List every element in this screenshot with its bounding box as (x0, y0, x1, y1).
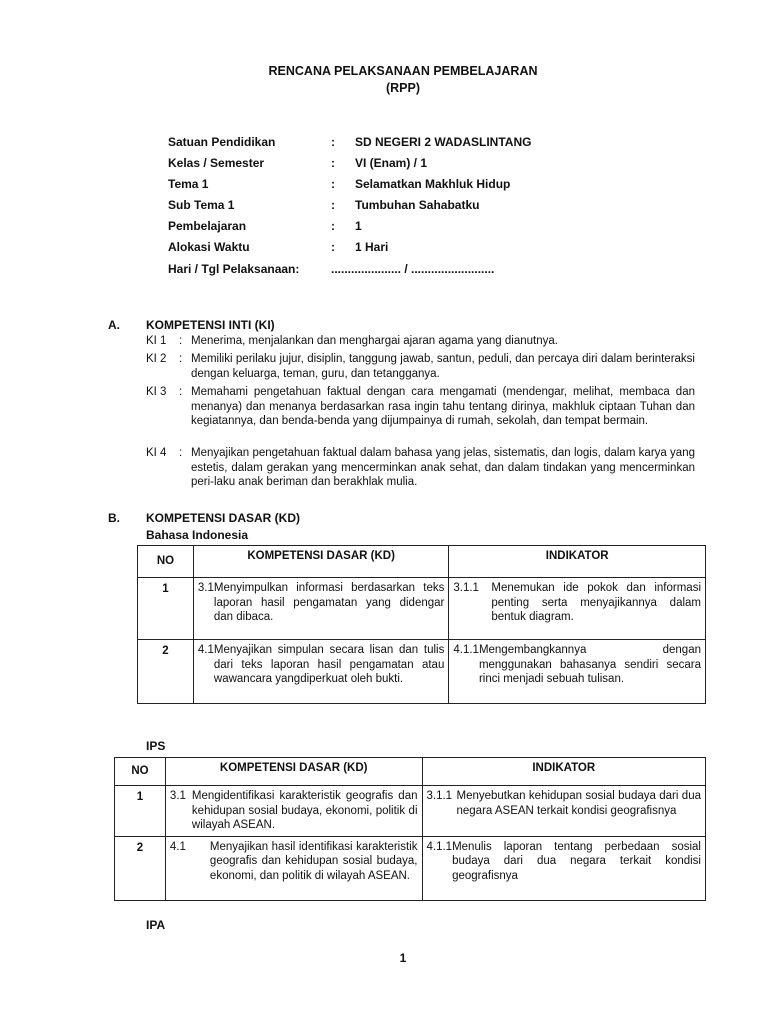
kd-table-bahasa-indonesia (137, 545, 706, 704)
document-title: RENCANA PELAKSANAAN PEMBELAJARAN (268, 64, 538, 78)
indikator-text: Menyebutkan kehidupan sosial budaya dari dua negara ASEAN terkait kondisi geografisnya (456, 790, 701, 817)
table-row (138, 578, 706, 640)
indikator-text: Mengembangkannya dengan menggunakan bahasanya sendiri secara rinci menjadi sebuah tulisan. (478, 644, 701, 686)
identity-colon: : (331, 177, 335, 191)
page-number: 1 (399, 951, 407, 965)
kd-number: 3.1 (197, 582, 214, 594)
row-number: 1 (138, 578, 194, 640)
kd-cell (193, 578, 448, 640)
ki-code: KI 1 (146, 335, 167, 347)
indikator-text: Menulis laporan tentang perbedaan sosial budaya dari dua negara terkait kondisi geografisnya (452, 840, 701, 882)
identity-label: Sub Tema 1 (168, 198, 235, 212)
identity-label: Hari / Tgl Pelaksanaan: (168, 262, 300, 276)
indikator-text: Menemukan ide pokok dan informasi penting serta menyajikannya dalam bentuk diagram. (491, 582, 701, 624)
indikator-cell (449, 578, 706, 640)
ki-colon: : (179, 386, 183, 398)
kd-cell (165, 786, 422, 837)
identity-label: Pembelajaran (168, 219, 247, 233)
identity-value: Selamatkan Makhluk Hidup (355, 177, 511, 191)
col-header-indikator: INDIKATOR (449, 546, 706, 578)
ki-code: KI 2 (146, 353, 167, 365)
indikator-number: 4.1.1 (426, 840, 453, 853)
section-a-title: KOMPETENSI INTI (KI) (146, 318, 275, 332)
ki-code: KI 4 (146, 447, 167, 459)
document-subtitle: (RPP) (385, 81, 421, 95)
identity-colon: : (331, 198, 335, 212)
subject-ipa: IPA (146, 918, 166, 932)
ki-colon: : (179, 335, 183, 347)
subject-bahasa-indonesia: Bahasa Indonesia (146, 528, 249, 542)
col-header-no: NO (115, 758, 166, 786)
identity-value: Tumbuhan Sahabatku (355, 198, 480, 212)
ki-text: Menyajikan pengetahuan faktual dalam bahasa yang jelas, sistematis, dan logis, dalam karya yang estetis, dalam gerakan yang mencerminkan anak sehat, dan dalam tindakan yang mencerminkan peri-laku anak beriman dan berakhlak mulia. (191, 447, 695, 489)
indikator-number: 3.1.1 (426, 790, 453, 802)
identity-colon: : (331, 135, 335, 149)
indikator-number: 4.1.1 (453, 644, 479, 656)
section-b-letter: B. (108, 511, 120, 525)
identity-value: 1 (355, 219, 362, 233)
indikator-cell (422, 836, 706, 900)
table-row (115, 786, 706, 837)
section-a-letter: A. (108, 318, 120, 332)
kd-number: 3.1 (169, 790, 186, 802)
identity-colon: : (331, 240, 335, 254)
row-number: 2 (138, 640, 194, 704)
row-number: 2 (115, 836, 166, 900)
identity-label: Satuan Pendidikan (168, 135, 276, 149)
col-header-kd: KOMPETENSI DASAR (KD) (193, 546, 448, 578)
indikator-cell (422, 786, 706, 837)
ki-code: KI 3 (146, 386, 167, 398)
subject-ips: IPS (146, 739, 166, 753)
col-header-indikator: INDIKATOR (422, 758, 706, 786)
table-row (138, 640, 706, 704)
kd-text: Menyimpulkan informasi berdasarkan teks laporan hasil pengamatan yang didengar dan dibaca. (213, 582, 445, 624)
identity-colon: : (331, 219, 335, 233)
kd-number: 4.1 (169, 840, 186, 853)
table-header-row (138, 546, 706, 578)
kd-text: Menyajikan simpulan secara lisan dan tulis dari teks laporan hasil pengamatan atau wawancara yangdiperkuat oleh bukti. (213, 644, 445, 686)
kd-text: Menyajikan hasil identifikasi karakteristik geografis dan kehidupan sosial budaya, ekonomi, dan politik di wilayah ASEAN. (209, 840, 418, 882)
ki-text: Menerima, menjalankan dan menghargai ajaran agama yang dianutnya. (191, 335, 558, 347)
identity-value: VI (Enam) / 1 (355, 156, 428, 170)
col-header-no: NO (138, 546, 194, 578)
row-number: 1 (115, 786, 166, 837)
ki-colon: : (179, 447, 183, 459)
kd-cell (193, 640, 448, 704)
identity-label: Alokasi Waktu (168, 240, 250, 254)
ki-colon: : (179, 353, 183, 365)
identity-label: Tema 1 (168, 177, 209, 191)
indikator-cell (449, 640, 706, 704)
kd-table-ips (114, 757, 706, 901)
kd-number: 4.1 (197, 644, 214, 656)
ki-text: Memahami pengetahuan faktual dengan cara mengamati (mendengar, melihat, membaca dan menanya) dan menanya berdasarkan rasa ingin tahu tentang dirinya, makhluk ciptaan Tuhan dan kegiatannya, dan benda-benda yang dijumpainya di rumah, sekolah, dan tempat bermain. (191, 386, 695, 428)
table-header-row (115, 758, 706, 786)
table-row (115, 836, 706, 900)
kd-text: Mengidentifikasi karakteristik geografis dan kehidupan sosial budaya, ekonomi, politik di wilayah ASEAN. (191, 790, 418, 832)
identity-colon: : (331, 156, 335, 170)
identity-value: 1 Hari (355, 240, 389, 254)
ki-text: Memiliki perilaku jujur, disiplin, tanggung jawab, santun, peduli, dan percaya diri dalam berinteraksi dengan keluarga, teman, guru, dan tetangganya. (191, 353, 695, 380)
indikator-number: 3.1.1 (453, 582, 479, 594)
identity-label: Kelas / Semester (168, 156, 265, 170)
identity-value: SD NEGERI 2 WADASLINTANG (355, 135, 532, 149)
col-header-kd: KOMPETENSI DASAR (KD) (165, 758, 422, 786)
kd-cell (165, 836, 422, 900)
identity-value: ..................... / ......................... (331, 262, 495, 276)
section-b-title: KOMPETENSI DASAR (KD) (146, 511, 301, 525)
